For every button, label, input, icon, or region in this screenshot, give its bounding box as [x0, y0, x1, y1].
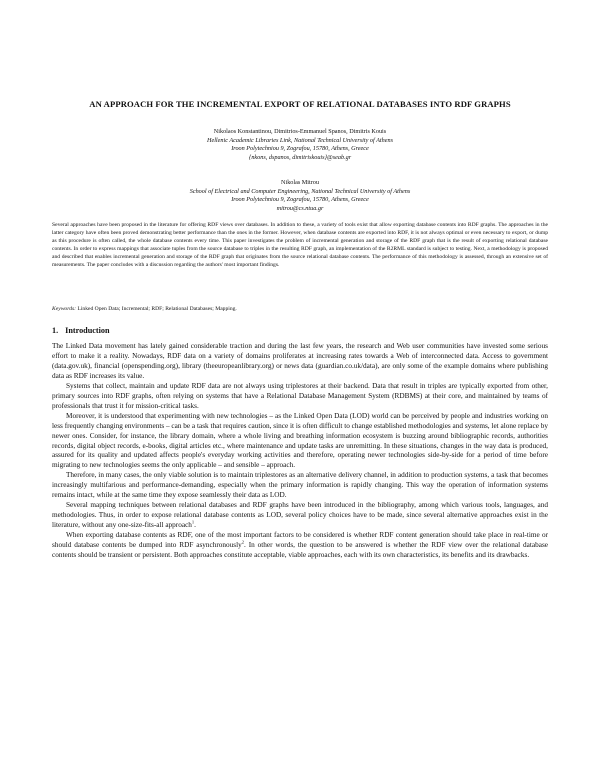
- section-title: Introduction: [65, 326, 110, 335]
- abstract: Several approaches have been proposed in the literature for offering RDF views over databases. In addition to these, a variety of tools exist that allow exporting database contents into RDF graphs. The approaches in the latter category have often been proved demonstrating better performance than the ones in the former. However, when database contents are exported into RDF, it is not always optimal or even necessary to export, or dump as this procedure is often called, the whole database contents every time. This paper investigates the problem of incremental generation and storage of the RDF graph that is the result of exporting relational database contents. In order to express mappings that associate tuples from the source database to triples in the resulting RDF graph, an implementation of the R2RML standard is subject to testing. Next, a methodology is proposed and described that enables incremental generation and storage of the RDF graph that originates from the source relational database contents. The performance of this methodology is assessed, through an extensive set of measurements. The paper concludes with a discussion regarding the authors' most important findings.: [52, 222, 548, 269]
- paragraph-text: Several mapping techniques between relational databases and RDF graphs have been introduced in the bibliography, among which various tools, languages, and methodologies. Thus, in order to expose relational database contents as LOD, several policy choices have to be made, since several alternative approaches exist in the literature, without any one-size-fits-all approach: [52, 501, 548, 530]
- footnote-ref: 2: [241, 539, 245, 545]
- paragraph: Therefore, in many cases, the only viable solution is to maintain triplestores as an alternative delivery channel, in addition to production systems, a task that becomes increasingly multifarious and performance-demanding, especially when the primary information is rapidly changing. This way the operation of information systems remains intact, while at the same time they expose seamlessly their data as LOD.: [52, 471, 548, 500]
- author-names: Nikolas Mitrou: [281, 179, 319, 186]
- paragraph-text: When exporting database contents as RDF, one of the most important factors to be considered is whether RDF content generation should take place in real-time or should database contents be dumped into RDF asynchronously: [52, 531, 548, 550]
- author-affiliation: Hellenic Academic Libraries Link, National Technical University of Athens: [206, 136, 393, 144]
- author-email: {nkons, dspanos, dimitriskouis}@seab.gr: [248, 153, 352, 161]
- author-address: Iroon Polytechniou 9, Zografou, 15780, Athens, Greece: [231, 196, 369, 204]
- paragraph: Several mapping techniques between relational databases and RDF graphs have been introduced in the bibliography, among which various tools, languages, and methodologies. Thus, in order to expose relational database contents as LOD, several policy choices have to be made, since several alternative approaches exist in the literature, without any one-size-fits-all approach$^1$.: [52, 501, 548, 530]
- keywords-text: Linked Open Data; Incremental; RDF; Relational Databases; Mapping.: [77, 306, 237, 312]
- author-address: Iroon Polytechniou 9, Zografou, 15780, Athens, Greece: [231, 145, 369, 153]
- paragraph: [52, 531, 548, 561]
- paragraph: Systems that collect, maintain and update RDF data are not always using triplestores at their backend. Data that result in triples are typically exported from other, primary sources into RDF graphs, often relying on systems that have a Relational Database Management System (RDBMS) at their core, and maintained by teams of professionals that trust it for mission-critical tasks.: [52, 381, 548, 410]
- paragraph-text: . In other words, the question to be answered is whether the RDF view over the relational database contents should be transient or persistent. Both approaches constitute acceptable, viable approaches, each with its own characteristics, its benefits and its drawbacks.: [52, 541, 548, 560]
- section-body: [52, 342, 548, 561]
- keywords-label: Keywords:: [52, 306, 77, 312]
- keywords: [52, 306, 548, 312]
- author-email: mitrou@cs.ntua.gr: [276, 204, 324, 212]
- footnote-ref: 1: [191, 519, 195, 525]
- author-names: Nikolaos Konstantinou, Dimitrios-Emmanuel Spanos, Dimitris Kouis: [213, 128, 387, 135]
- section-heading: [52, 326, 117, 335]
- section-number: 1.: [52, 326, 59, 335]
- author-affiliation: School of Electrical and Computer Engineering, National Technical University of Athens: [189, 187, 411, 195]
- author-block-2: [40, 179, 560, 213]
- paper-title: AN APPROACH FOR THE INCREMENTAL EXPORT OF RELATIONAL DATABASES INTO RDF GRAPHS: [89, 99, 511, 109]
- author-block-1: [40, 128, 560, 162]
- paragraph: The Linked Data movement has lately gained considerable traction and during the last few years, the research and Web user communities have invested some serious effort to make it a reality. Nowadays, RDF data on a variety of domains proliferates at increasing rates towards a Web of interconnected data. Access to government (data.gov.uk), financial (openspending.org), library (theeuropeanlibrary.org) or news data (guardian.co.uk/data), are only some of the example domains where publishing data as RDF increases its value.: [52, 342, 548, 380]
- paragraph: Moreover, it is understood that experimenting with new technologies – as the Linked Open Data (LOD) world can be perceived by people and industries working on less frequently changing environments – can be a task that requires caution, since it is often difficult to change established methodologies and systems, let alone replace by newer ones. Consider, for instance, the library domain, where a whole living and breathing information ecosystem is buzzing around bibliographic records, authorities records, digital object records, e-books, digital articles etc., where maintenance and update tasks are unremitting. In these situations, changes in the way data is produced, assured for its quality and updated affects people's everyday working activities and therefore, operating newer technologies side-by-side for a period of time before migrating to new technologies seems the only applicable – and sensible – approach.: [52, 411, 548, 470]
